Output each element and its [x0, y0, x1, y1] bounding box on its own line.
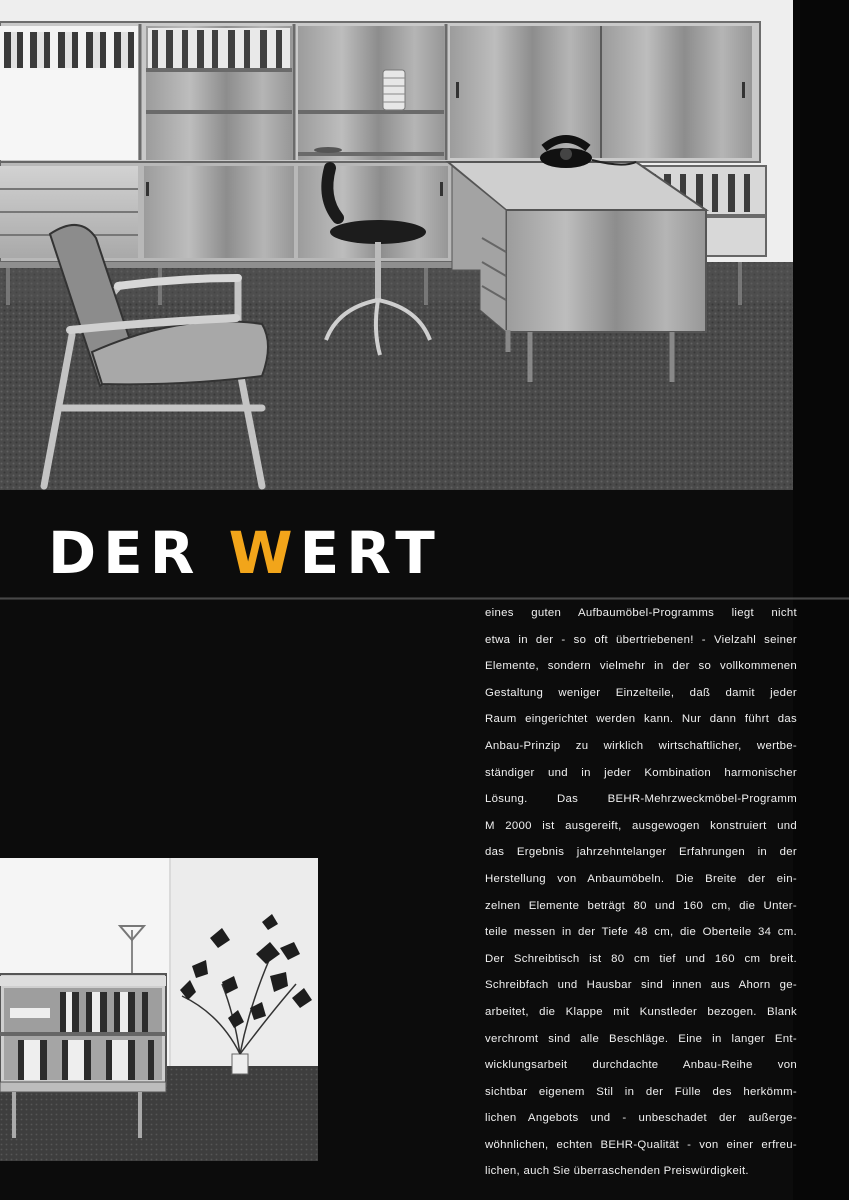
headline [48, 520, 442, 586]
headline-part-1: DER [48, 519, 229, 587]
body-line: das Ergebnis jahrzehntelanger Erfahrungen in der [485, 846, 797, 859]
body-line: teile messen in der Tiefe 48 cm, die Oberteile 34 cm. [485, 926, 797, 939]
office-furniture-photo [0, 0, 793, 490]
body-line: etwa in der - so oft übertriebenen! - Vielzahl seiner [485, 633, 797, 646]
body-line: wicklungsarbeit durchdachte Anbau-Reihe von [485, 1059, 797, 1072]
body-line: Anbau-Prinzip zu wirklich wirtschaftlicher, wertbe- [485, 739, 797, 752]
body-line: lichen Angebots und - unbeschadet der außerge- [485, 1112, 797, 1125]
body-paragraph [485, 600, 797, 1185]
body-line: zelnen Elemente beträgt 80 und 160 cm, die Unter- [485, 899, 797, 912]
body-line: Schreibfach und Hausbar sind innen aus Ahorn ge- [485, 979, 797, 992]
body-line: verchromt sind alle Beschläge. Eine in langer Ent- [485, 1032, 797, 1045]
bookshelf-photo [0, 858, 318, 1161]
body-line: M 2000 ist ausgereift, ausgewogen konstruiert und [485, 819, 797, 832]
body-line: Lösung. Das BEHR-Mehrzweckmöbel-Programm [485, 793, 797, 806]
body-line: wöhnlichen, echten BEHR-Qualität - von einer erfreu- [485, 1138, 797, 1151]
body-line: Gestaltung weniger Einzelteile, daß damit jeder [485, 686, 797, 699]
body-line: ständiger und in jeder Kombination harmonischer [485, 766, 797, 779]
body-line: lichen, auch Sie überraschenden Preiswürdigkeit. [485, 1165, 749, 1178]
body-line: Raum eingerichtet werden kann. Nur dann führt das [485, 713, 797, 726]
headline-part-2: ERT [299, 519, 442, 587]
body-line: sichtbar eigenem Stil in der Fülle des herkömm- [485, 1085, 797, 1098]
body-line: eines guten Aufbaumöbel-Programms liegt nicht [485, 607, 797, 619]
body-line: Elemente, sondern vielmehr in der so vollkommenen [485, 660, 797, 673]
body-line: arbeitet, die Klappe mit Kunstleder bezogen. Blank [485, 1005, 797, 1018]
body-line: Der Schreibtisch ist 80 cm tief und 160 cm breit. [485, 952, 797, 965]
body-line: Herstellung von Anbaumöbeln. Die Breite der ein- [485, 872, 797, 885]
page-edge [793, 0, 849, 1200]
headline-accent-letter: W [228, 519, 300, 587]
